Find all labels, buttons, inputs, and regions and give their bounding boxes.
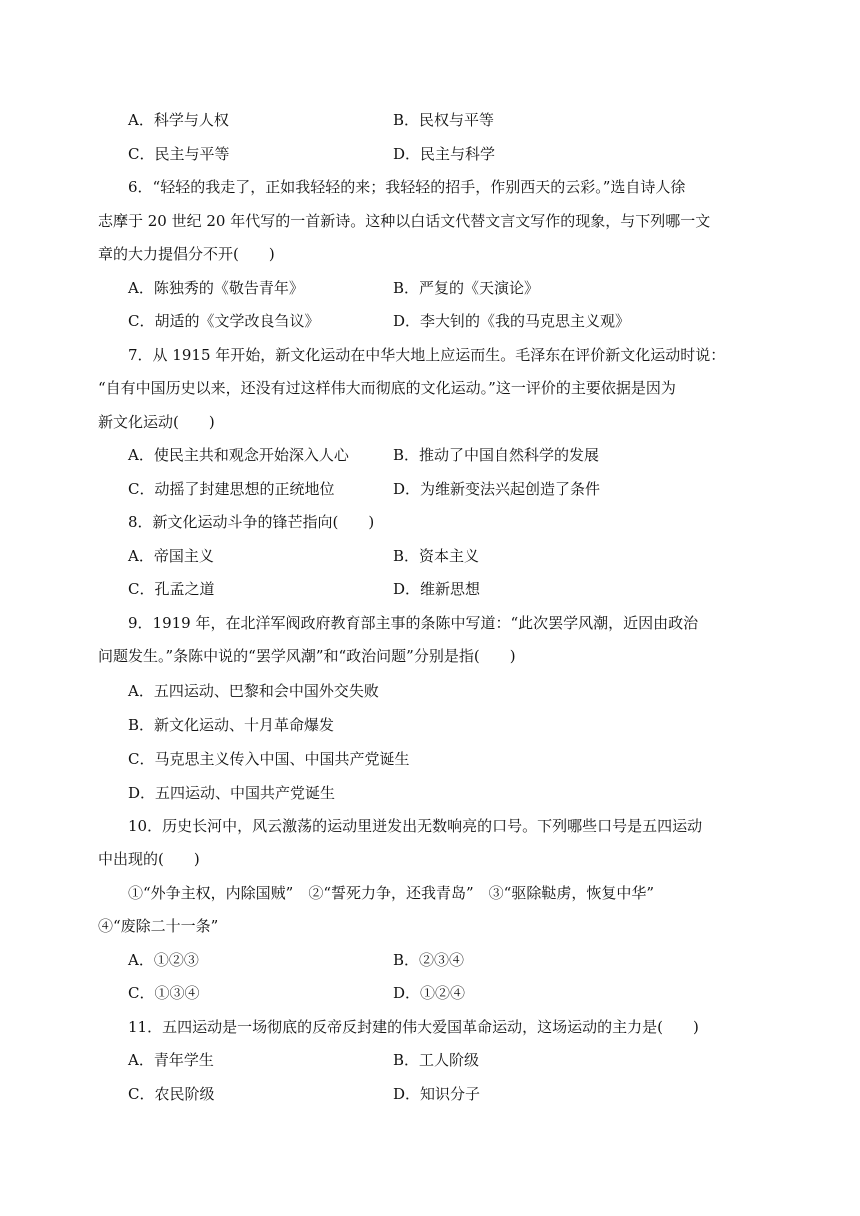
q7-option-b[interactable]: B．推动了中国自然科学的发展 (393, 446, 600, 464)
q5-option-a[interactable]: A．科学与人权 (128, 111, 229, 129)
q5-options-row-1 (98, 104, 734, 138)
q10-option-b[interactable]: B．②③④ (393, 950, 465, 969)
q7-option-a[interactable]: A．使民主共和观念开始深入人心 (128, 446, 349, 464)
question-11 (98, 1011, 734, 1045)
q9-line-2: 问题发生。”条陈中说的“罢学风潮”和“政治问题”分别是指( ) (98, 647, 516, 665)
q7-options-row-2 (98, 473, 734, 507)
q6-options-row-2 (98, 305, 734, 339)
q8-option-a[interactable]: A．帝国主义 (128, 546, 214, 565)
q10-option-a[interactable]: A．①②③ (128, 950, 199, 969)
q9-line-1: 9．1919 年，在北洋军阀政府教育部主事的条陈中写道：“此次罢学风潮，近因由政治 (128, 613, 699, 632)
q10-line-2: 中出现的( ) (98, 850, 200, 868)
q6-options-row-1 (98, 272, 734, 306)
q6-option-b[interactable]: B．严复的《天演论》 (393, 278, 540, 297)
q10-line-1: 10．历史长河中，风云激荡的运动里迸发出无数响亮的口号。下列哪些口号是五四运动 (128, 816, 703, 835)
q5-options-row-2 (98, 138, 734, 172)
q8-options-row-2 (98, 573, 734, 607)
q8-options-row-1 (98, 540, 734, 574)
q6-option-c[interactable]: C．胡适的《文学改良刍议》 (128, 312, 320, 330)
q8-option-b[interactable]: B．资本主义 (393, 546, 480, 565)
question-9 (98, 607, 734, 674)
q6-option-d[interactable]: D．李大钊的《我的马克思主义观》 (393, 312, 631, 330)
q7-option-c[interactable]: C．动摇了封建思想的正统地位 (128, 479, 335, 498)
q11-option-c[interactable]: C．农民阶级 (128, 1084, 215, 1103)
q9-option-d[interactable]: D．五四运动、中国共产党诞生 (128, 783, 336, 802)
q11-option-d[interactable]: D．知识分子 (393, 1084, 481, 1103)
q7-option-d[interactable]: D．为维新变法兴起创造了条件 (393, 479, 601, 498)
q11-line-1: 11．五四运动是一场彻底的反帝反封建的伟大爱国革命运动，这场运动的主力是( ) (128, 1017, 699, 1036)
q11-options-row-2 (98, 1078, 734, 1112)
q5-option-b[interactable]: B．民权与平等 (393, 111, 495, 129)
q8-option-c[interactable]: C．孔孟之道 (128, 580, 215, 598)
q10-slogan-items (98, 877, 734, 944)
q6-line-2: 志摩于 20 世纪 20 年代写的一首新诗。这种以白话文代替文言文写作的现象，与下列哪一文 (98, 211, 711, 230)
q7-options-row-1 (98, 439, 734, 473)
question-7 (98, 339, 734, 440)
q10-option-d[interactable]: D．①②④ (393, 984, 466, 1002)
q7-line-2: “自有中国历史以来，还没有过这样伟大而彻底的文化运动。”这一评价的主要依据是因为 (98, 379, 676, 397)
q9-option-c[interactable]: C．马克思主义传入中国、中国共产党诞生 (128, 749, 410, 768)
q10-options-row-1 (98, 944, 734, 978)
q9-option-b[interactable]: B．新文化运动、十月革命爆发 (128, 715, 335, 734)
q10-items-line-2: ④“废除二十一条” (98, 917, 219, 935)
q11-options-row-1 (98, 1044, 734, 1078)
q6-line-3: 章的大力提倡分不开( ) (98, 245, 275, 263)
q10-items-line-1: ①“外争主权，内除国贼” ②“誓死力争，还我青岛” ③“驱除鞑虏，恢复中华” (128, 883, 655, 902)
q5-option-c[interactable]: C．民主与平等 (128, 144, 230, 163)
q6-option-a[interactable]: A．陈独秀的《敬告青年》 (128, 278, 304, 297)
question-10 (98, 810, 734, 877)
exam-page (98, 104, 734, 1111)
q5-option-d[interactable]: D．民主与科学 (393, 144, 496, 163)
q9-option-a[interactable]: A．五四运动、巴黎和会中国外交失败 (128, 681, 379, 700)
question-8 (98, 506, 734, 540)
q6-line-1: 6．“轻轻的我走了，正如我轻轻的来；我轻轻的招手，作别西天的云彩。”选自诗人徐 (128, 178, 686, 196)
q10-options-row-2 (98, 977, 734, 1011)
q8-option-d[interactable]: D．维新思想 (393, 580, 481, 598)
q7-line-1: 7．从 1915 年开始，新文化运动在中华大地上应运而生。毛泽东在评价新文化运动时说： (128, 345, 726, 364)
q8-line-1: 8．新文化运动斗争的锋芒指向( ) (128, 513, 375, 531)
q11-option-b[interactable]: B．工人阶级 (393, 1051, 480, 1069)
q11-option-a[interactable]: A．青年学生 (128, 1051, 214, 1069)
q7-line-3: 新文化运动( ) (98, 412, 215, 431)
question-6 (98, 171, 734, 272)
q10-option-c[interactable]: C．①③④ (128, 984, 200, 1002)
